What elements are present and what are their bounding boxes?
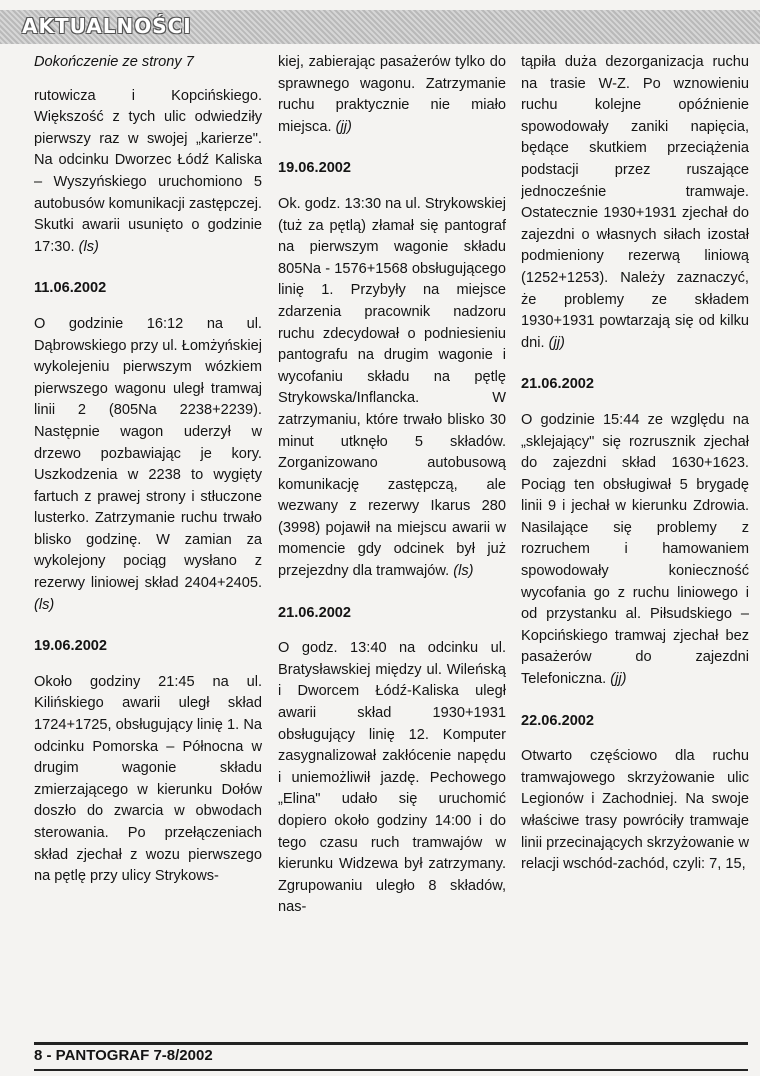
continuation-note: Dokończenie ze strony 7 xyxy=(34,54,194,70)
paragraph: rutowicza i Kopcińskiego. Większość z tych ulic odwiedziły pierwszy raz w swojej „karierze". Na odcinku Dworzec Łódź Kaliska – Wyszyńskiego uruchomiono 5 autobusów komunikacji zastępczej. Skutki awarii usunięto o godzinie 17:30. (ls) xyxy=(34,87,262,255)
author-initials: (jj) xyxy=(335,118,352,135)
author-initials: (ls) xyxy=(453,563,474,580)
author-initials: (ls) xyxy=(34,596,55,613)
paragraph: O godzinie 16:12 na ul. Dąbrowskiego przy ul. Łomżyńskiej wykolejeniu pierwszym wózkiem pierwszego wagonu uległ tramwaj linii 2 (805Na 2238+2239). Następnie wagon uderzył w drzewo pozbawiając je kory. Uszkodzenia w 2238 to wygięty fartuch z prawej strony i stłuczone lusterko. Zatrzymanie ruchu trwało blisko godzinę. W zamian za wykolejony pociąg wysłano z rezerwy liniowej skład 2404+2405. (ls) xyxy=(34,315,262,613)
author-initials: (ls) xyxy=(78,238,99,255)
paragraph: Ok. godz. 13:30 na ul. Strykowskiej (tuż za pętlą) złamał się pantograf na pierwszym wagonie składu 805Na - 1576+1568 obsługującego linię 1. Przybyły na miejsce zdarzenia pracownik nadzoru ruchu zdecydował o podniesieniu pantografu na drugim wagonie i wycofaniu składu na pętlę Strykowska/Inflancka. W zatrzymaniu, które trwało blisko 30 minut utknęło 5 składów. Zorganizowano autobusową komunikację zastępczą, ale wezwany z rezerwy Ikarus 280 (3998) pojawił na miejscu awarii w momencie gdy odcinek był już przejezdny dla tramwajów. (ls) xyxy=(278,195,506,580)
entry-date: 21.06.2002 xyxy=(521,376,595,393)
column-3 xyxy=(521,52,749,1040)
entry-date: 22.06.2002 xyxy=(521,712,595,729)
entry-date: 11.06.2002 xyxy=(34,280,107,297)
paragraph: Otwarto częściowo dla ruchu tramwajowego skrzyżowanie ulic Legionów i Zachodniej. Na swoje właściwe trasy powróciły tramwaje linii przecinających skrzyżowanie w relacji wschód-zachód, czyli: 7, 15, xyxy=(521,748,749,873)
author-initials: (jj) xyxy=(610,671,627,688)
column-2 xyxy=(278,52,506,1040)
footer-rule xyxy=(34,1069,748,1071)
paragraph: tąpiła duża dezorganizacja ruchu na trasie W-Z. Po wznowieniu ruchu kolejne opóźnienie spowodowały zaniki napięcia, będące skutkiem przeciążenia podstacji przez ruszające jednocześnie tramwaje. Ostatecznie 1930+1931 zjechał do zajezdni o własnych siłach izostał podmieniony rezerwą liniową (1252+1253). Należy zaznaczyć, że problemy ze składem 1930+1931 powtarzają się od kilku dni. (jj) xyxy=(521,54,749,351)
paragraph: O godz. 13:40 na odcinku ul. Bratysławskiej między ul. Wileńską i Dworcem Łódź-Kaliska uległ awarii skład 1930+1931 obsługujący linię 12. Komputer zasygnalizował zakłócenie napędu i uniemożliwił jazdę. Pechowego „Elina" udało się uruchomić dopiero około godziny 14:00 i do tego czasu ruch tramwajów w kierunku Widzewa był zatrzymany. Zgrupowaniu uległo 8 składów, nas- xyxy=(278,640,506,916)
entry-date: 19.06.2002 xyxy=(34,638,108,655)
section-label: AKTUALNOŚCI xyxy=(22,14,192,38)
paragraph: kiej, zabierając pasażerów tylko do sprawnego wagonu. Zatrzymanie ruchu praktycznie nie miało miejsca. (jj) xyxy=(278,54,506,135)
paragraph: O godzinie 15:44 ze względu na „sklejający" się rozrusznik zjechał do zajezdni skład 1630+1623. Pociąg ten obsługiwał 5 brygadę linii 9 i jechał w kierunku Zdrowia. Nasilające się problemy z rozruchem i hamowaniem spowodowały konieczność wycofania go z ruchu liniowego i od przystanku al. Piłsudskiego – Kopcińskiego tramwaj zjechał bez pasażerów do zajezdni Telefoniczna. (jj) xyxy=(521,411,749,688)
column-1 xyxy=(34,52,262,1040)
author-initials: (jj) xyxy=(548,334,565,351)
entry-date: 21.06.2002 xyxy=(278,604,352,621)
paragraph: Około godziny 21:45 na ul. Kilińskiego awarii uległ skład 1724+1725, obsługujący linię 1. Na odcinku Pomorska – Północna w drugim wagonie składu zmierzającego w kierunku Dołów doszło do zwarcia w obwodach sterowania. Po przełączeniach skład zjechał z wozu pierwszego na pętlę przy ulicy Strykows- xyxy=(34,673,262,885)
page-footer: 8 - PANTOGRAF 7-8/2002 xyxy=(34,1047,213,1064)
entry-date: 19.06.2002 xyxy=(278,160,352,177)
footer-rule xyxy=(34,1042,748,1045)
